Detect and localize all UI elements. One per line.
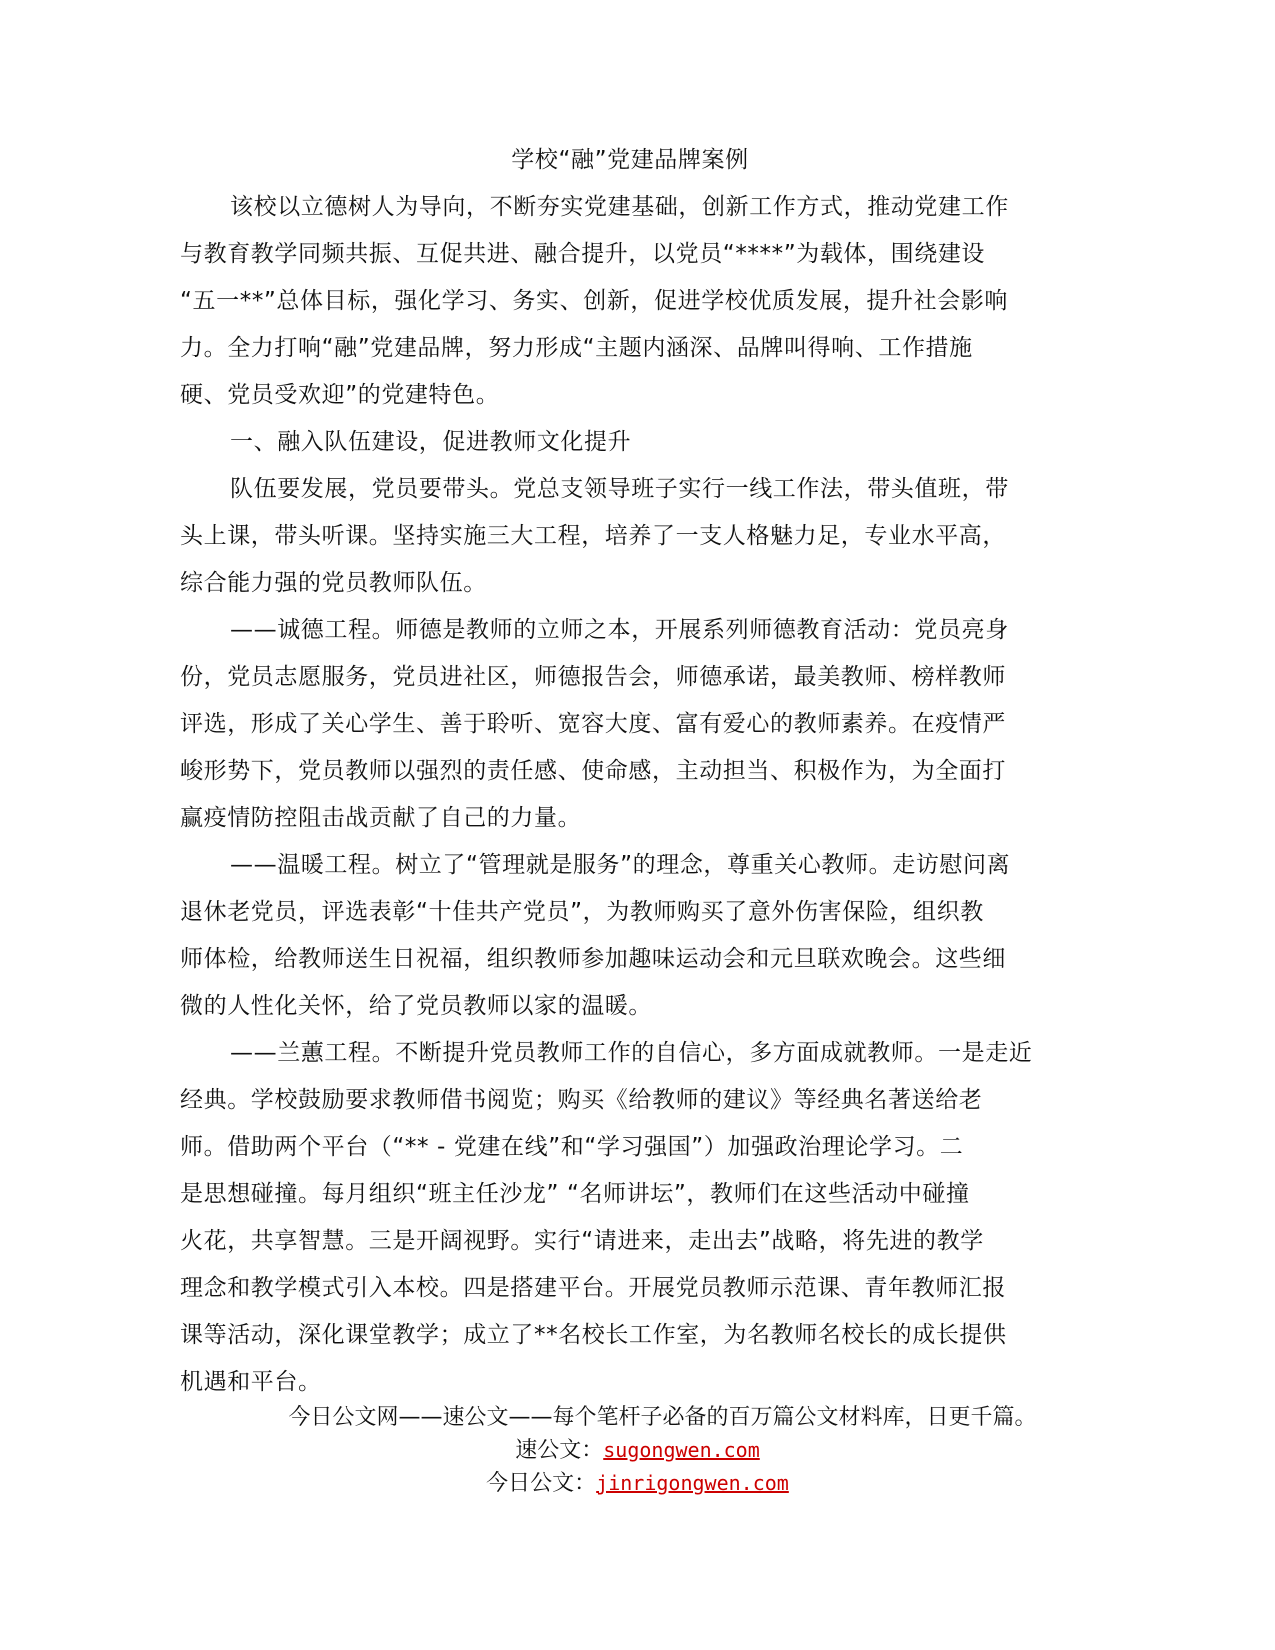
footer-site-1 xyxy=(0,1434,1275,1467)
paragraph xyxy=(180,607,1040,842)
paragraph xyxy=(180,184,1040,419)
paragraph xyxy=(180,842,1040,1030)
paragraph-line: 队伍要发展，党员要带头。党总支领导班子实行一线工作法，带头值班，带 xyxy=(230,476,1009,502)
footer xyxy=(0,1402,1275,1500)
paragraph-line: 微的人性化关怀，给了党员教师以家的温暖。 xyxy=(180,993,652,1019)
paragraph-line: 师。借助两个平台（“** - 党建在线”和“学习强国”）加强政治理论学习。二 xyxy=(180,1134,964,1160)
paragraph-line: 师体检，给教师送生日祝福，组织教师参加趣味运动会和元旦联欢晚会。这些细 xyxy=(180,946,1006,972)
footer-site-2 xyxy=(0,1467,1275,1500)
paragraph xyxy=(180,419,1040,466)
paragraph-line: 该校以立德树人为导向，不断夯实党建基础，创新工作方式，推动党建工作 xyxy=(230,194,1009,220)
paragraph-line: 机遇和平台。 xyxy=(180,1369,322,1395)
site-1-link[interactable]: sugongwen.com xyxy=(603,1438,760,1462)
paragraph-line: 综合能力强的党员教师队伍。 xyxy=(180,570,487,596)
paragraph-line: 赢疫情防控阻击战贡献了自己的力量。 xyxy=(180,805,582,831)
paragraph-line: 一、融入队伍建设，促进教师文化提升 xyxy=(230,429,632,455)
paragraph-line: “五一**”总体目标，强化学习、务实、创新，促进学校优质发展，提升社会影响 xyxy=(180,288,1009,314)
paragraph-line: ——温暖工程。树立了“管理就是服务”的理念，尊重关心教师。走访慰问离 xyxy=(230,852,1011,878)
paragraph-line: 峻形势下，党员教师以强烈的责任感、使命感，主动担当、积极作为，为全面打 xyxy=(180,758,1006,784)
paragraph-line: 评选，形成了关心学生、善于聆听、宽容大度、富有爱心的教师素养。在疫情严 xyxy=(180,711,1006,737)
site-2-link[interactable]: jinrigongwen.com xyxy=(596,1471,789,1495)
site-2-label: 今日公文： xyxy=(486,1471,597,1496)
paragraph-line: 力。全力打响“融”党建品牌，努力形成“主题内涵深、品牌叫得响、工作措施 xyxy=(180,335,973,361)
site-1-label: 速公文： xyxy=(515,1438,604,1463)
paragraph-line: 退休老党员，评选表彰“十佳共产党员”，为教师购买了意外伤害保险，组织教 xyxy=(180,899,984,925)
paragraph-line: 头上课，带头听课。坚持实施三大工程，培养了一支人格魅力足，专业水平高， xyxy=(180,523,1006,549)
document-body xyxy=(180,137,1040,1406)
paragraph-line: ——诚德工程。师德是教师的立师之本，开展系列师德教育活动：党员亮身 xyxy=(230,617,1009,643)
paragraph-line: 是思想碰撞。每月组织“班主任沙龙” “名师讲坛”，教师们在这些活动中碰撞 xyxy=(180,1181,970,1207)
paragraph-line: 课等活动，深化课堂教学；成立了**名校长工作室，为名教师名校长的成长提供 xyxy=(180,1322,1007,1348)
paragraph xyxy=(180,466,1040,607)
paragraph-line: 份，党员志愿服务，党员进社区，师德报告会，师德承诺，最美教师、榜样教师 xyxy=(180,664,1006,690)
paragraph-line: 经典。学校鼓励要求教师借书阅览；购买《给教师的建议》等经典名著送给老 xyxy=(180,1087,983,1113)
paragraph-line: ——兰蕙工程。不断提升党员教师工作的自信心，多方面成就教师。一是走近 xyxy=(230,1040,1033,1066)
document-title: 学校“融”党建品牌案例 xyxy=(511,147,749,173)
paragraph-line: 硬、党员受欢迎”的党建特色。 xyxy=(180,382,500,408)
paragraph xyxy=(180,1030,1040,1406)
paragraph-line: 理念和教学模式引入本校。四是搭建平台。开展党员教师示范课、青年教师汇报 xyxy=(180,1275,1006,1301)
paragraph-line: 火花，共享智慧。三是开阔视野。实行“请进来，走出去”战略，将先进的教学 xyxy=(180,1228,984,1254)
footer-slogan: 今日公文网——速公文——每个笔杆子必备的百万篇公文材料库，日更千篇。 xyxy=(288,1405,1037,1430)
paragraph-line: 与教育教学同频共振、互促共进、融合提升，以党员“****”为载体，围绕建设 xyxy=(180,241,986,267)
